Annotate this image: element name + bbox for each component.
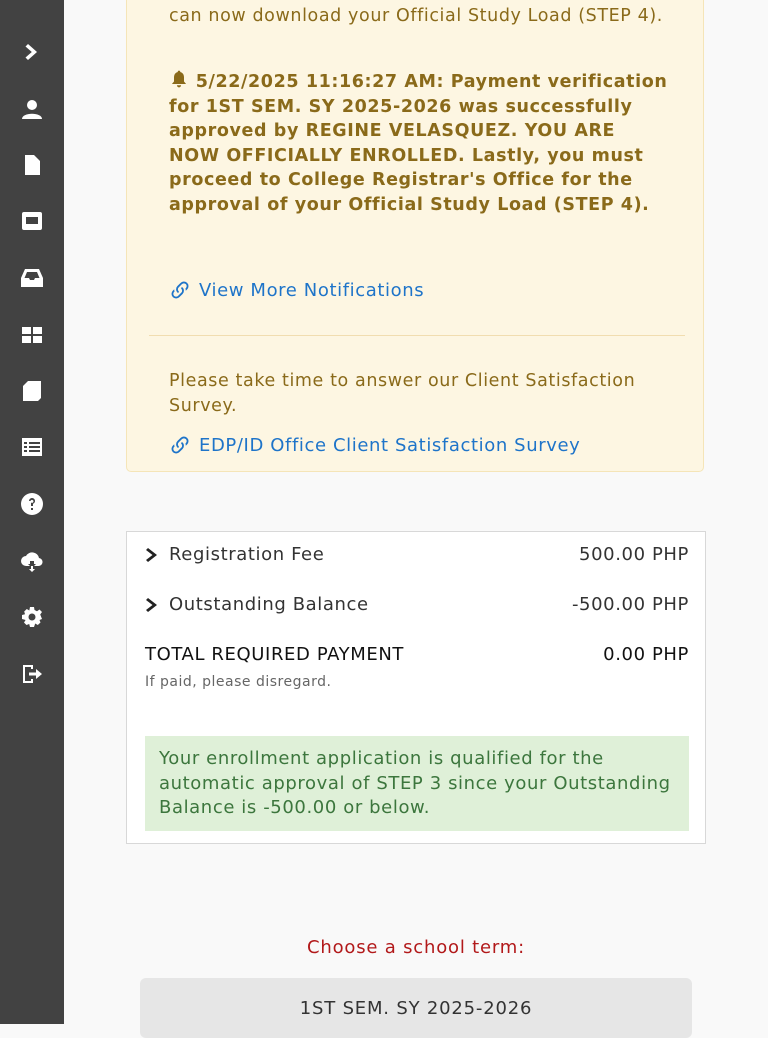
survey-link-label: EDP/ID Office Client Satisfaction Survey [199, 434, 581, 456]
survey-link[interactable] [169, 434, 580, 456]
sidebar-item-books[interactable] [0, 371, 64, 411]
user-icon [20, 97, 44, 121]
sidebar-item-profile[interactable] [0, 89, 64, 129]
registration-fee-value: 500.00 PHP [579, 544, 689, 565]
book-icon [20, 379, 44, 403]
divider [149, 335, 685, 336]
settings-icon [20, 605, 44, 629]
view-more-notifications-link[interactable] [169, 279, 424, 301]
sidebar-item-dashboard[interactable] [0, 315, 64, 355]
help-icon [20, 492, 44, 516]
survey-text: Please take time to answer our Client Satisfaction Survey. [169, 371, 636, 416]
link-icon [169, 279, 191, 301]
sidebar-item-logout[interactable] [0, 654, 64, 694]
file-icon [20, 153, 44, 177]
sidebar [0, 0, 64, 1024]
payment-row-outstanding-balance[interactable] [145, 594, 689, 615]
sidebar-item-help[interactable] [0, 484, 64, 524]
payment-total-row [145, 644, 689, 665]
notification-latest-text: 5/22/2025 11:16:27 AM: Payment verification for 1ST SEM. SY 2025-2026 was successfully approved by REGINE VELASQUEZ. YOU ARE NOW OFFICIALLY ENROLLED. Lastly, you must proceed to College Registrar's Office for the approval of your Official Study Load (STEP 4). [169, 72, 668, 215]
dashboard-icon [20, 323, 44, 347]
sidebar-toggle[interactable] [0, 32, 64, 72]
payment-note: If paid, please disregard. [145, 674, 332, 690]
chevron-right-icon [145, 597, 159, 613]
cloud-download-icon [20, 549, 44, 573]
chevron-right-icon [145, 547, 159, 563]
bell-icon [169, 69, 189, 89]
total-required-payment-label: TOTAL REQUIRED PAYMENT [145, 644, 404, 665]
inbox-icon [20, 266, 44, 290]
notification-partial: can now download your Official Study Load (STEP 4). [169, 6, 663, 26]
hdd-icon [20, 209, 44, 233]
notification-latest [169, 69, 669, 217]
auto-approval-alert: Your enrollment application is qualified for the automatic approval of STEP 3 since your Outstanding Balance is -500.00 or below. [145, 736, 689, 831]
sidebar-item-records[interactable] [0, 201, 64, 241]
payment-summary [126, 531, 706, 844]
sidebar-item-inbox[interactable] [0, 258, 64, 298]
total-required-payment-value: 0.00 PHP [603, 644, 689, 665]
link-icon [169, 434, 191, 456]
sidebar-item-list[interactable] [0, 427, 64, 467]
outstanding-balance-value: -500.00 PHP [571, 594, 689, 615]
school-term-label: Choose a school term: [307, 937, 525, 958]
sidebar-item-documents[interactable] [0, 145, 64, 185]
school-term-select[interactable]: 1ST SEM. SY 2025-2026 [140, 978, 692, 1038]
sidebar-item-download[interactable] [0, 541, 64, 581]
chevron-right-icon [20, 40, 44, 64]
sidebar-item-settings[interactable] [0, 597, 64, 637]
payment-row-registration-fee[interactable] [145, 544, 689, 565]
outstanding-balance-label: Outstanding Balance [169, 594, 369, 615]
logout-icon [20, 662, 44, 686]
list-icon [20, 435, 44, 459]
notifications-panel [126, 0, 704, 472]
registration-fee-label: Registration Fee [169, 544, 325, 565]
view-more-notifications-label: View More Notifications [199, 279, 425, 301]
